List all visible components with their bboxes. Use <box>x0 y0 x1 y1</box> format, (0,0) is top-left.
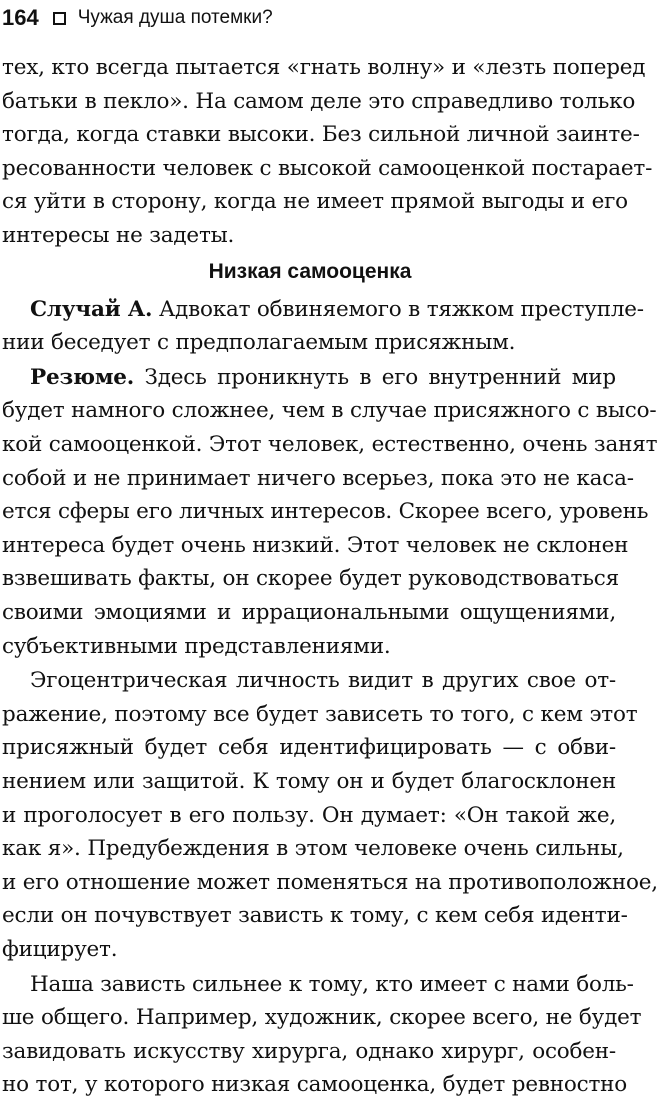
text-line: тогда, когда ставки высоки. Без сильной личной заинте- <box>2 122 640 148</box>
text-line: нии беседует с предполагаемым присяжным. <box>2 330 516 356</box>
text-line: если он почувствует зависть к тому, с кем себя иденти- <box>2 903 628 929</box>
text-line: Наша зависть сильнее к тому, кто имеет с нами боль- <box>30 971 634 997</box>
text-line: батьки в пекло». На самом деле это справедливо только <box>2 88 636 114</box>
text-line: кой самооценкой. Этот человек, естественно, очень занят <box>2 432 658 457</box>
text-line: ся уйти в сторону, когда не имеет прямой выгоды и его <box>2 189 628 215</box>
section-heading: Низкая самооценка <box>208 259 412 283</box>
text-line: интереса будет очень низкий. Этот человек не склонен <box>2 532 629 558</box>
text-line: ется сферы его личных интересов. Скорее всего, уровень <box>2 499 649 525</box>
page-number: 164 <box>2 5 39 30</box>
text-line: будет намного сложнее, чем в случае присяжного с высо- <box>2 398 657 424</box>
text-line: Эгоцентрическая личность видит в других свое от- <box>30 668 616 694</box>
text-span: Здесь проникнуть в его внутренний мир <box>134 364 616 390</box>
running-title: Чужая душа потемки? <box>77 7 273 28</box>
text-line: и проголосует в его пользу. Он думает: «Он такой же, <box>2 802 616 828</box>
text-line: присяжный будет себя идентифицировать — с обви- <box>2 735 616 761</box>
text-line: как я». Предубеждения в этом человеке очень сильны, <box>2 836 624 862</box>
text-line: субъективными представлениями. <box>2 633 391 659</box>
text-span: Адвокат обвиняемого в тяжком преступле- <box>152 296 644 322</box>
text-line: ражение, поэтому все будет зависеть то того, с кем этот <box>2 701 638 727</box>
text-line: ресованности человек с высокой самооценкой постарает- <box>2 155 653 181</box>
text-line: ше общего. Например, художник, скорее всего, не будет <box>2 1005 642 1031</box>
text-line: завидовать искусству хирурга, однако хирург, особен- <box>2 1038 616 1064</box>
text-line: интересы не задеты. <box>2 223 235 248</box>
text-line: и его отношение может поменяться на противоположное, <box>2 869 658 895</box>
summary-label: Резюме. <box>30 364 135 390</box>
case-label: Случай А. <box>30 296 153 322</box>
text-line: нением или защитой. К тому он и будет благосклонен <box>2 769 616 794</box>
text-line: но тот, у которого низкая самооценка, будет ревностно <box>2 1072 628 1098</box>
text-line: взвешивать факты, он скорее будет руководствоваться <box>2 566 619 592</box>
text-line: тех, кто всегда пытается «гнать волну» и «лезть поперед <box>2 55 646 80</box>
text-line: фицирует. <box>2 937 118 962</box>
text-line: своими эмоциями и иррациональными ощущениями, <box>2 600 616 625</box>
text-line: собой и не принимает ничего всерьез, пока это не каса- <box>2 465 634 491</box>
